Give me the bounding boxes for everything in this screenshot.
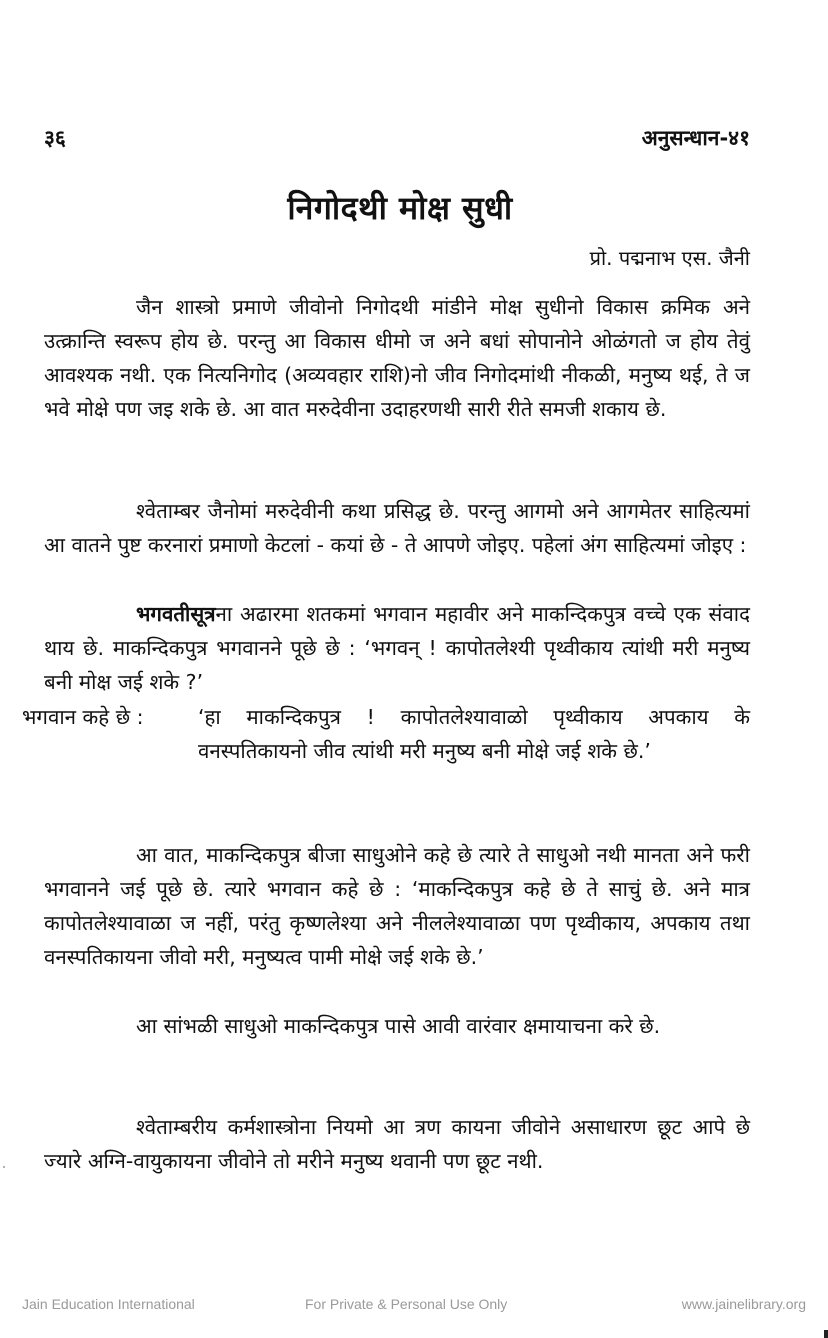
paragraph-3 (44, 597, 750, 699)
footer-website-link[interactable]: www.jainelibrary.org (681, 1296, 806, 1312)
paragraph-text: आ सांभळी साधुओ माकन्दिकपुत्र पासे आवी वारंवार क्षमायाचना करे छे. (136, 1014, 661, 1038)
page-number: ३६ (44, 126, 66, 150)
paragraph-4 (44, 838, 750, 974)
footer-publisher: Jain Education International (22, 1296, 195, 1312)
paragraph-text: आ वात, माकन्दिकपुत्र बीजा साधुओने कहे छे त्यारे ते साधुओ नथी मानता अने फरी भगवानने जई पूछे छे. त्यारे भगवान कहे छे : ‘माकन्दिकपुत्र कहे छे ते साचुं छे. अने मात्र कापोतलेश्यावाळा ज नहीं, परंतु कृष्णलेश्या अने नीललेश्यावाळा पण पृथ्वीकाय, अपकाय तथा वनस्पतिकायना जीवो मरी, मनुष्यत्व पामी मोक्षे जई शके छे.’ (44, 843, 750, 969)
bold-term-bhagavatisutra: भगवतीसूत्र (136, 602, 216, 626)
paragraph-2 (44, 494, 750, 562)
paragraph-text (44, 597, 750, 699)
dialog-speaker: भगवान कहे छे : (22, 705, 144, 729)
page-footer (22, 1296, 806, 1316)
footer-usage-notice: For Private & Personal Use Only (305, 1296, 508, 1312)
paragraph-5 (44, 1009, 750, 1043)
paragraph-6 (44, 1110, 750, 1178)
paragraph-text: जैन शास्त्रो प्रमाणे जीवोनो निगोदथी मांडीने मोक्ष सुधीनो विकास क्रमिक अने उत्क्रान्ति स्वरूप होय छे. परन्तु आ विकास धीमो ज अने बधां सोपानोने ओळंगतो ज होय तेवुं आवश्यक नथी. एक नित्यनिगोद (अव्यवहार राशि)नो जीव निगोदमांथी नीकळी, मनुष्य थई, ते ज भवे मोक्षे पण जइ शके छे. आ वात मरुदेवीना उदाहरणथी सारी रीते समजी शकाय छे. (44, 295, 750, 421)
article-author: प्रो. पद्मनाभ एस. जैनी (589, 246, 750, 270)
paragraph-text: श्वेताम्बरीय कर्मशास्त्रोना नियमो आ त्रण कायना जीवोने असाधारण छूट आपे छे ज्यारे अग्नि-वायुकायना जीवोने तो मरीने मनुष्य थवानी पण छूट नथी. (44, 1115, 750, 1173)
paragraph-text-rest: ना अढारमा शतकमां भगवान महावीर अने माकन्दिकपुत्र वच्चे एक संवाद थाय छे. माकन्दिकपुत्र भगवानने पूछे छे : ‘भगवन् ! कापोतलेश्यी पृथ्वीकाय त्यांथी मरी मनुष्य बनी मोक्ष जई शके ?’ (44, 602, 750, 694)
scan-corner-mark (824, 1330, 828, 1338)
journal-issue: अनुसन्धान-४१ (641, 126, 750, 150)
dialog-block (22, 700, 750, 768)
scan-artifact-dot (3, 1166, 5, 1168)
paragraph-text: श्वेताम्बर जैनोमां मरुदेवीनी कथा प्रसिद्ध छे. परन्तु आगमो अने आगमेतर साहित्यमां आ वातने पुष्ट करनारां प्रमाणो केटलां - कयां छे - ते आपणे जोइए. पहेलां अंग साहित्यमां जोइए : (44, 499, 750, 557)
dialog-quote: ‘हा माकन्दिकपुत्र ! कापोतलेश्यावाळो पृथ्वीकाय अपकाय के वनस्पतिकायनो जीव त्यांथी मरी मनुष्य बनी मोक्षे जई शके छे.’ (198, 705, 750, 763)
article-title: निगोदथी मोक्ष सुधी (287, 189, 513, 227)
running-header (44, 124, 750, 154)
paragraph-1 (44, 290, 750, 426)
